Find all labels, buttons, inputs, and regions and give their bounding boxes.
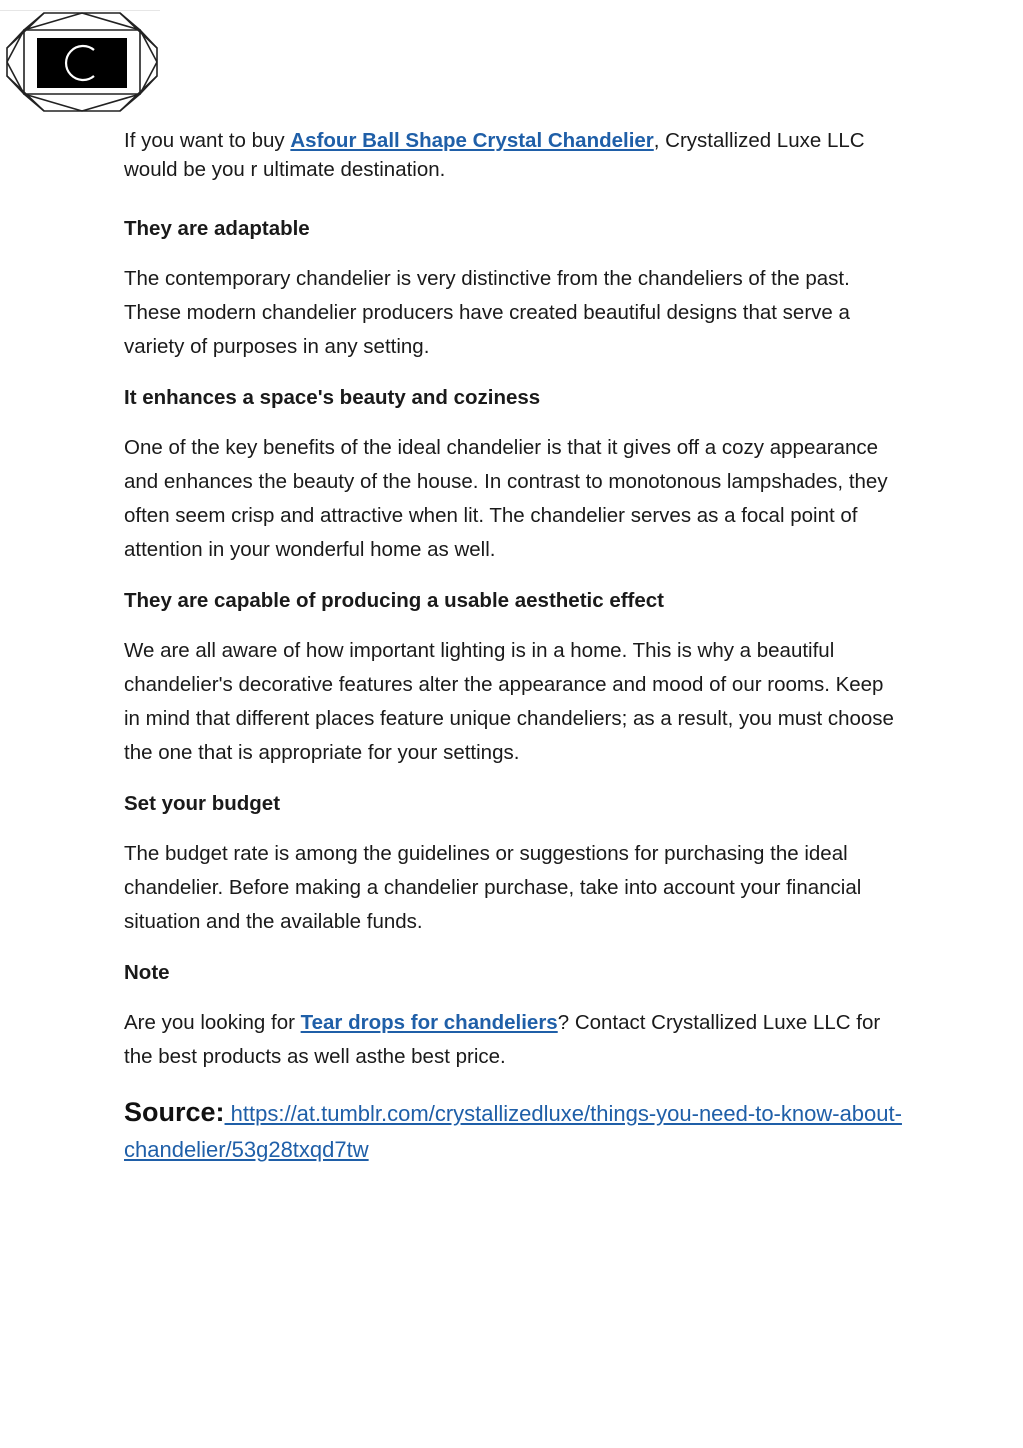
tear-drops-link[interactable]: Tear drops for chandeliers — [300, 1011, 558, 1034]
asfour-chandelier-link[interactable]: Asfour Ball Shape Crystal Chandelier — [290, 129, 654, 152]
document-body — [124, 126, 904, 1168]
section-paragraph: We are all aware of how important lighting is in a home. This is why a beautiful chandelier's decorative features alter the appearance and mood of our rooms. Keep in mind that different places feature unique chandeliers; as a result, you must choose the one that is appropriate for your settings. — [124, 639, 894, 764]
section-paragraph: The contemporary chandelier is very distinctive from the chandeliers of the past. These modern chandelier producers have created beautiful designs that serve a variety of purposes in any setting. — [124, 267, 850, 358]
note-text: Are you looking for — [124, 1011, 301, 1034]
source-label: Source: — [124, 1097, 225, 1127]
source-url-link[interactable]: https://at.tumblr.com/crystallizedluxe/things-you-need-to-know-about-chandelier/53g28txqd7tw — [124, 1101, 902, 1162]
crystal-diamond-logo-icon — [4, 10, 160, 114]
source-line — [124, 1094, 904, 1168]
note-heading: Note — [124, 961, 170, 984]
note-text-continued: ? Contact Crystallized Luxe LLC for the best products as well asthe best price. — [124, 1011, 881, 1068]
section-heading: It enhances a space's beauty and coziness — [124, 386, 541, 409]
section-heading: Set your budget — [124, 792, 281, 815]
section-paragraph: One of the key benefits of the ideal chandelier is that it gives off a cozy appearance and enhances the beauty of the house. In contrast to monotonous lampshades, they often seem crisp and attractive when lit. The chandelier serves as a focal point of attention in your wonderful home as well. — [124, 436, 888, 561]
section-heading: They are capable of producing a usable aesthetic effect — [124, 589, 664, 612]
note-paragraph — [124, 1006, 904, 1074]
section-paragraph: The budget rate is among the guidelines or suggestions for purchasing the ideal chandelier. Before making a chandelier purchase, take into account your financial situation and the available funds. — [124, 842, 862, 933]
intro-paragraph — [124, 126, 904, 184]
intro-text: If you want to buy — [124, 129, 291, 152]
intro-text-continued: , Crystallized Luxe LLC would be you r ultimate destination. — [124, 129, 865, 181]
section-heading: They are adaptable — [124, 217, 310, 240]
